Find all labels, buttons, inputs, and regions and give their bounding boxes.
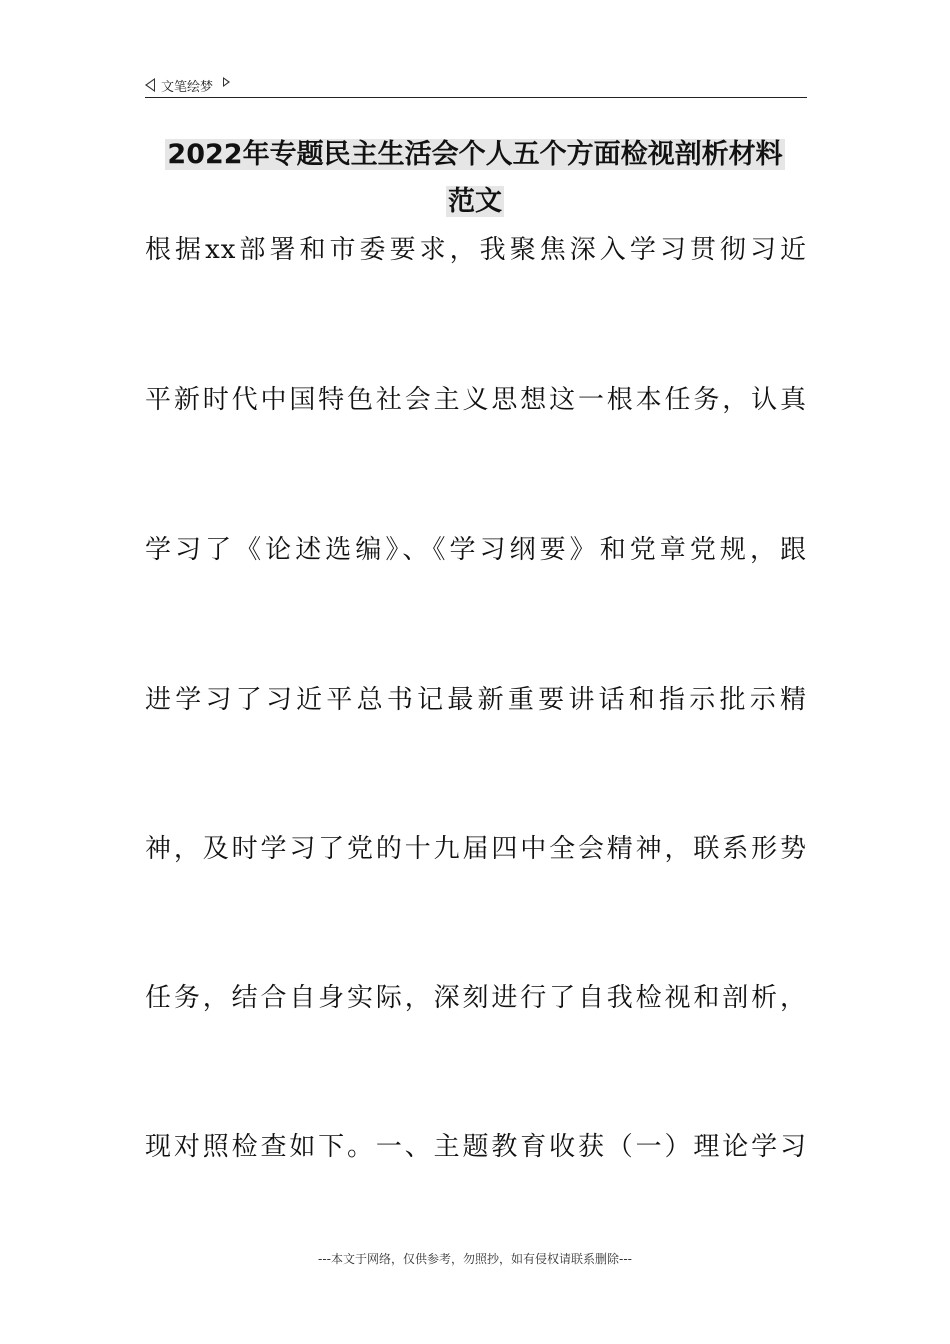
page-title [0,137,950,173]
body-line: 平新时代中国特色社会主义思想这一根本任务，认真 [145,385,807,415]
body-line: 根据xx部署和市委要求，我聚焦深入学习贯彻习近 [145,235,807,265]
page-subtitle [0,184,950,220]
triangle-left-icon [145,78,155,92]
triangle-right-icon [223,77,230,87]
body-line: 任务，结合自身实际，深刻进行了自我检视和剖析， [145,983,807,1013]
title-line-1: 2022年专题民主生活会个人五个方面检视剖析材料 [167,139,783,170]
body-line: 学习了《论述选编》、《学习纲要》和党章党规，跟 [145,535,807,565]
body-line: 神，及时学习了党的十九届四中全会精神，联系形势 [145,834,807,864]
header [145,74,230,96]
body-line: 现对照检查如下。一、主题教育收获（一）理论学习 [145,1132,807,1162]
title-line-2: 范文 [448,186,502,217]
footer-notice: ---本文于网络，仅供参考，勿照抄，如有侵权请联系删除--- [318,1252,632,1266]
header-brand: 文笔绘梦 [161,79,214,95]
header-divider [145,97,807,98]
body-line: 进学习了习近平总书记最新重要讲话和指示批示精 [145,685,807,715]
